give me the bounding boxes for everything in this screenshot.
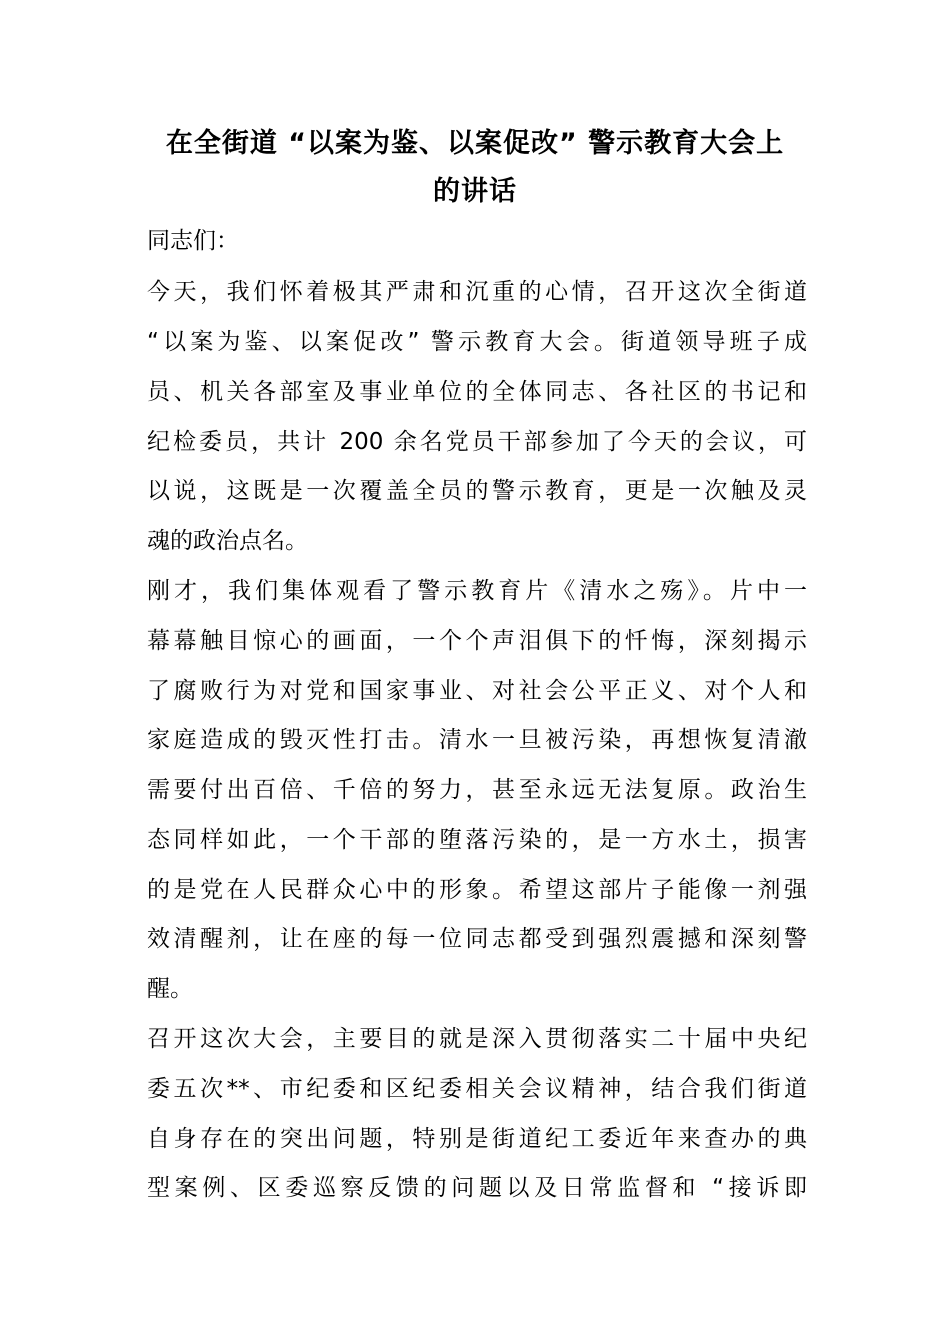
document-title-line-1: 在全街道 “以案为鉴、以案促改” 警示教育大会上 xyxy=(165,128,785,159)
body-text-line: 纪检委员，共计 200 余名党员干部参加了今天的会议，可 xyxy=(147,429,807,455)
body-text-line: 醒。 xyxy=(147,976,193,1002)
body-text-line: 需要付出百倍、千倍的努力，甚至永远无法复原。政治生 xyxy=(147,777,807,803)
body-text-line: 以说，这既是一次覆盖全员的警示教育，更是一次触及灵 xyxy=(147,478,807,504)
body-text-line: 召开这次大会，主要目的就是深入贯彻落实二十届中央纪 xyxy=(147,1026,807,1052)
body-text-line: 家庭造成的毁灭性打击。清水一旦被污染，再想恢复清澈 xyxy=(147,727,807,753)
body-text-line: 效清醒剂，让在座的每一位同志都受到强烈震撼和深刻警 xyxy=(147,926,807,952)
body-text-line: 态同样如此，一个干部的堕落污染的，是一方水土，损害 xyxy=(147,827,807,853)
body-text-line: 的是党在人民群众心中的形象。希望这部片子能像一剂强 xyxy=(147,877,807,903)
body-text-line: 幕幕触目惊心的画面，一个个声泪俱下的忏悔，深刻揭示 xyxy=(147,628,807,654)
body-text-line: 委五次**、市纪委和区纪委相关会议精神，结合我们街道 xyxy=(147,1076,807,1102)
body-text-line: 员、机关各部室及事业单位的全体同志、各社区的书记和 xyxy=(147,379,807,405)
body-text-line: 了腐败行为对党和国家事业、对社会公平正义、对个人和 xyxy=(147,678,807,704)
body-text-line: 魂的政治点名。 xyxy=(147,528,308,554)
body-text-line: “以案为鉴、以案促改” 警示教育大会。街道领导班子成 xyxy=(147,329,807,355)
document-title-line-2: 的讲话 xyxy=(433,176,517,207)
salutation: 同志们： xyxy=(147,228,239,254)
body-text-line: 刚才，我们集体观看了警示教育片《清水之殇》。片中一 xyxy=(147,578,807,604)
body-text-line: 今天，我们怀着极其严肃和沉重的心情，召开这次全街道 xyxy=(147,279,807,305)
body-text-line: 型案例、区委巡察反馈的问题以及日常监督和 “接诉即 xyxy=(147,1175,807,1201)
body-text-line: 自身存在的突出问题，特别是街道纪工委近年来查办的典 xyxy=(147,1126,807,1152)
